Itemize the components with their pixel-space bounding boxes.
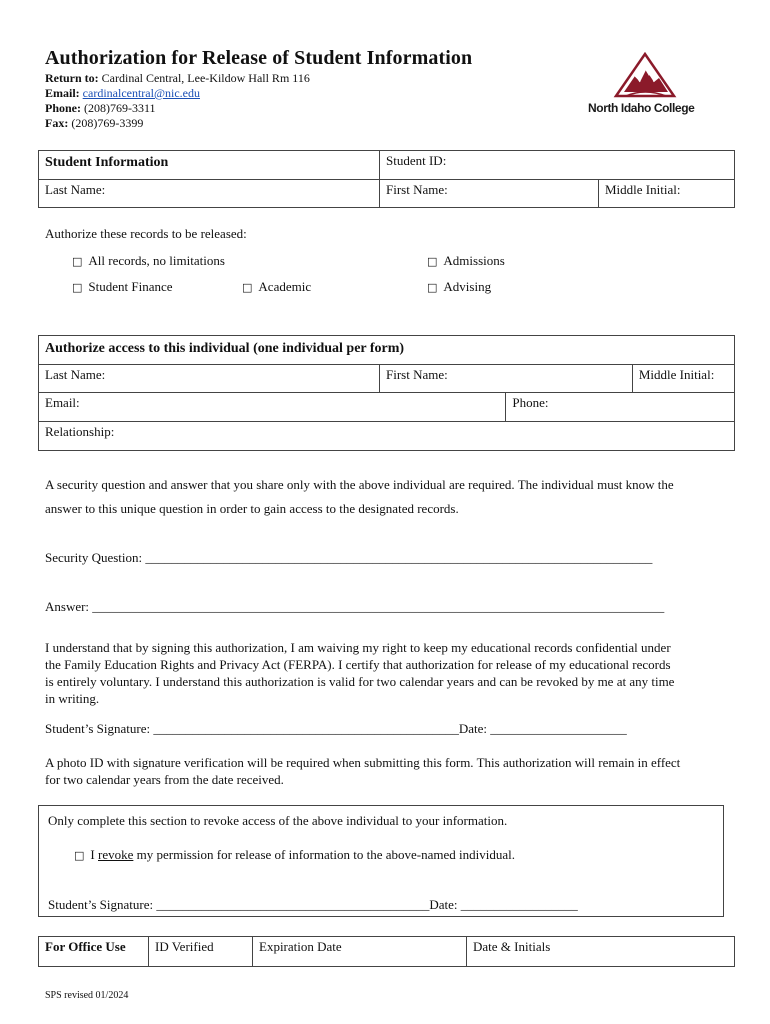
office-use-label: For Office Use xyxy=(39,937,149,967)
photo-id-line: A photo ID with signature verification will be required when submitting this form. This authorization will remain in effect xyxy=(45,755,681,770)
checkbox-icon[interactable]: □ xyxy=(72,255,83,268)
ferpa-line: I understand that by signing this authorization, I am waiving my right to keep my educational records confidential under xyxy=(45,640,671,655)
phone-value: (208)769-3311 xyxy=(84,101,156,115)
individual-header-cell xyxy=(39,336,735,365)
ferpa-line: the Family Education Rights and Privacy Act (FERPA). I certify that authorization for release of my educational records xyxy=(45,657,671,672)
individual-email-label: Email: xyxy=(45,395,80,410)
option-label: All records, no limitations xyxy=(88,253,225,268)
option-admissions[interactable] xyxy=(427,253,505,269)
fax-line xyxy=(45,116,310,131)
individual-table xyxy=(38,335,735,451)
option-label: Academic xyxy=(258,279,312,294)
option-label: Student Finance xyxy=(88,279,173,294)
checkbox-icon[interactable]: □ xyxy=(427,255,438,268)
option-student-finance[interactable] xyxy=(72,279,173,295)
return-label: Return to: xyxy=(45,71,99,85)
student-last-name-field[interactable] xyxy=(39,180,380,208)
revoke-word: revoke xyxy=(98,847,134,862)
return-line xyxy=(45,71,310,86)
form-title: Authorization for Release of Student Information xyxy=(45,47,473,69)
revoke-post: my permission for release of information to the above-named individual. xyxy=(133,847,515,862)
revoke-option[interactable] xyxy=(74,847,515,863)
photo-id-paragraph xyxy=(45,754,680,788)
checkbox-icon[interactable]: □ xyxy=(74,849,85,862)
return-value: Cardinal Central, Lee-Kildow Hall Rm 116 xyxy=(101,71,310,85)
checkbox-icon[interactable]: □ xyxy=(427,281,438,294)
individual-heading: Authorize access to this individual (one individual per form) xyxy=(45,341,405,356)
student-first-name-field[interactable] xyxy=(380,180,599,208)
individual-email-field[interactable] xyxy=(39,393,506,422)
phone-label: Phone: xyxy=(45,101,81,115)
student-last-name-label: Last Name: xyxy=(45,182,106,197)
individual-phone-label: Phone: xyxy=(512,395,549,410)
student-first-name-label: First Name: xyxy=(386,182,448,197)
revoke-intro: Only complete this section to revoke access of the above individual to your information. xyxy=(48,813,508,828)
student-info-table xyxy=(38,150,735,208)
individual-last-name-field[interactable] xyxy=(39,365,380,393)
phone-line xyxy=(45,101,310,116)
student-info-heading: Student Information xyxy=(45,155,169,170)
individual-phone-field[interactable] xyxy=(506,393,735,422)
security-answer-field[interactable]: Answer: ________________________________________________________________________________________ xyxy=(45,599,665,614)
contact-block xyxy=(45,71,310,131)
option-label: Advising xyxy=(443,279,492,294)
ferpa-line: is entirely voluntary. I understand this authorization is valid for two calendar years and can be revoked by me at any time xyxy=(45,674,675,689)
option-advising[interactable] xyxy=(427,279,491,295)
email-link[interactable]: cardinalcentral@nic.edu xyxy=(82,86,200,100)
fax-label: Fax: xyxy=(45,116,69,130)
email-label: Email: xyxy=(45,86,80,100)
office-use-table xyxy=(38,936,735,967)
fax-value: (208)769-3399 xyxy=(71,116,144,130)
student-middle-initial-field[interactable] xyxy=(599,180,735,208)
individual-first-name-label: First Name: xyxy=(386,367,448,382)
revision-footer: SPS revised 01/2024 xyxy=(45,990,129,1001)
records-prompt: Authorize these records to be released: xyxy=(45,226,247,241)
college-logo xyxy=(588,52,703,122)
student-info-header-cell xyxy=(39,151,380,180)
individual-last-name-label: Last Name: xyxy=(45,367,106,382)
id-verified-field[interactable]: ID Verified xyxy=(149,937,253,967)
security-intro-1: A security question and answer that you share only with the above individual are required. The individual must know the xyxy=(45,477,674,492)
revoke-pre: I xyxy=(90,847,98,862)
college-name: North Idaho College xyxy=(588,101,695,115)
photo-id-line: for two calendar years from the date received. xyxy=(45,772,284,787)
individual-relationship-field[interactable] xyxy=(39,422,735,451)
expiration-date-field[interactable]: Expiration Date xyxy=(253,937,467,967)
individual-first-name-field[interactable] xyxy=(380,365,633,393)
security-question-field[interactable]: Security Question: ______________________________________________________________________________ xyxy=(45,550,653,565)
individual-middle-initial-field[interactable] xyxy=(632,365,734,393)
mountain-logo-icon xyxy=(588,52,703,102)
ferpa-line: in writing. xyxy=(45,691,100,706)
individual-relationship-label: Relationship: xyxy=(45,424,115,439)
checkbox-icon[interactable]: □ xyxy=(242,281,253,294)
date-initials-field[interactable]: Date & Initials xyxy=(467,937,735,967)
option-label: Admissions xyxy=(443,253,505,268)
email-line xyxy=(45,86,310,101)
security-intro-2: answer to this unique question in order to gain access to the designated records. xyxy=(45,501,459,516)
student-id-label: Student ID: xyxy=(386,153,447,168)
student-id-field[interactable] xyxy=(380,151,735,180)
option-all-records[interactable] xyxy=(72,253,225,269)
revoke-signature-field[interactable]: Student’s Signature: __________________________________________Date: __________________ xyxy=(48,897,578,912)
student-signature-field[interactable]: Student’s Signature: _______________________________________________Date: _____________________ xyxy=(45,721,627,736)
student-middle-initial-label: Middle Initial: xyxy=(605,182,681,197)
option-academic[interactable] xyxy=(242,279,311,295)
ferpa-paragraph xyxy=(45,639,674,707)
checkbox-icon[interactable]: □ xyxy=(72,281,83,294)
revoke-section xyxy=(38,805,724,917)
individual-middle-initial-label: Middle Initial: xyxy=(638,367,715,382)
